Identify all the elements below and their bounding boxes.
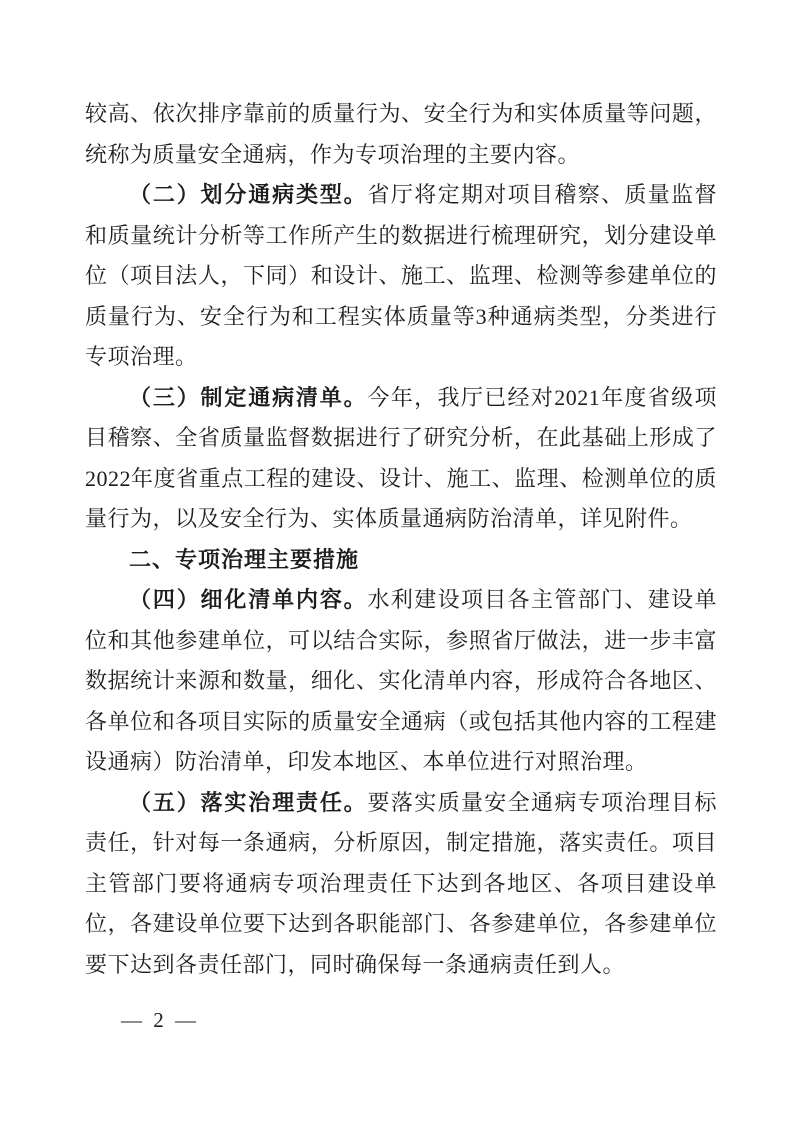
paragraph-item [85,175,717,378]
page-number: — 2 — [121,1008,199,1032]
paragraph-lead: （四）细化清单内容。 [129,587,368,612]
paragraph-item [85,580,717,783]
paragraph-text: 要落实质量安全通病专项治理目标责任，针对每一条通病，分析原因，制定措施，落实责任。项目主管部门要将通病专项治理责任下达到各地区、各项目建设单位，各建设单位要下达到各职能部门、各参建单位，各参建单位要下达到各责任部门，同时确保每一条通病责任到人。 [85,789,717,977]
paragraph-continuation [85,94,717,175]
paragraph-text: 较高、依次排序靠前的质量行为、安全行为和实体质量等问题，统称为质量安全通病，作为专项治理的主要内容。 [85,101,717,167]
paragraph-item [85,783,717,986]
paragraph-text: 水利建设项目各主管部门、建设单位和其他参建单位，可以结合实际，参照省厅做法，进一步丰富数据统计来源和数量，细化、实化清单内容，形成符合各地区、各单位和各项目实际的质量安全通病（或包括其他内容的工程建设通病）防治清单，印发本地区、本单位进行对照治理。 [85,587,717,774]
paragraph-item [85,378,717,540]
paragraph-lead: （五）落实治理责任。 [129,789,368,815]
document-body [85,94,717,985]
paragraph-text: 今年，我厅已经对2021年度省级项目稽察、全省质量监督数据进行了研究分析，在此基础上形成了2022年度省重点工程的建设、设计、施工、监理、检测单位的质量行为，以及安全行为、实体质量通病防治清单，详见附件。 [85,384,717,531]
paragraph-lead: （三）制定通病清单。 [129,384,368,410]
paragraph-text: 省厅将定期对项目稽察、质量监督和质量统计分析等工作所产生的数据进行梳理研究，划分建设单位（项目法人，下同）和设计、施工、监理、检测等参建单位的质量行为、安全行为和工程实体质量等3种通病类型，分类进行专项治理。 [85,182,717,369]
paragraph-lead: （二）划分通病类型。 [129,182,368,207]
section-heading [85,540,717,581]
section-heading-text: 二、专项治理主要措施 [129,546,360,572]
